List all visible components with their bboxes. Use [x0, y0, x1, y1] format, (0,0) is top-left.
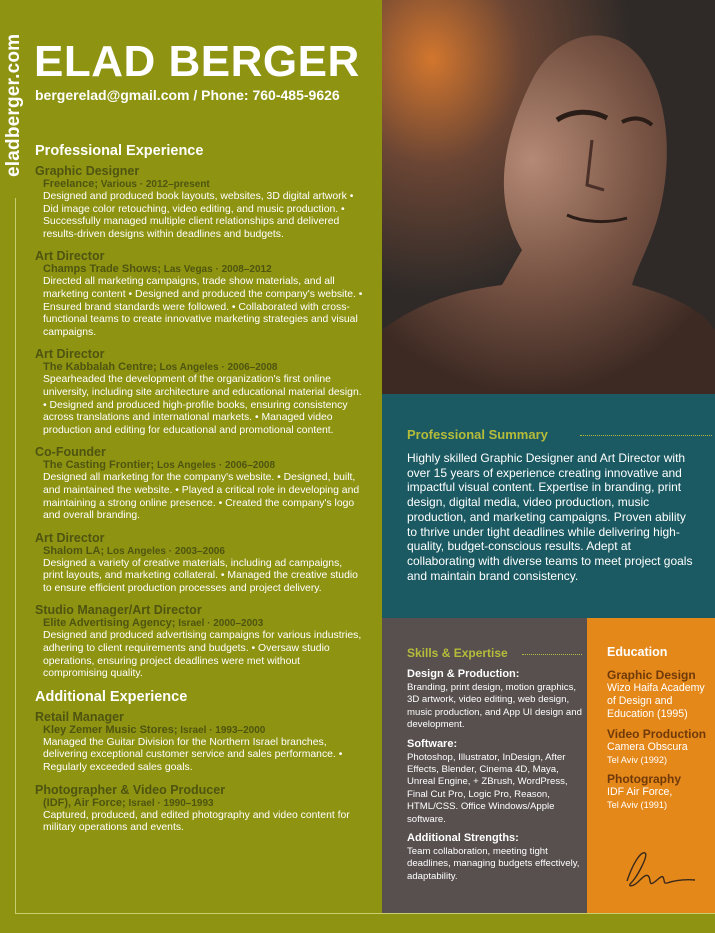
- education-panel: [587, 618, 715, 913]
- education-item-heading: Photography: [607, 772, 681, 786]
- experience-content: [35, 143, 365, 843]
- job-meta: [35, 724, 365, 737]
- job-description: Managed the Guitar Division for the Northern Israel branches, delivering exceptional customer service and sales performance. • Regularly exceeded sales goals.: [43, 736, 343, 774]
- job-description: Directed all marketing campaigns, trade show materials, and all marketing content • Designed and produced the company's website. • Ensured brand standards were followed. • Collaborated with cross-functional teams to create innovative marketing strategies and visual campaigns.: [43, 276, 363, 338]
- job-company: Freelance;: [43, 178, 99, 190]
- job-location-dates: Israel · 1993–2000: [177, 724, 266, 736]
- summary-text: Highly skilled Graphic Designer and Art Director with over 15 years of experience creating innovative and impactful visual content. Expertise in branding, print design, digital media, video production, music production, and marketing campaigns. Proven ability to thrive under tight deadlines while delivering high-quality, budget-conscious results. Adept at collaborating with diverse teams to meet project goals and maintain brand consistency.: [407, 451, 693, 583]
- vertical-rule: [15, 198, 16, 913]
- skill-group-text: Photoshop, Illustrator, InDesign, After Effects, Blender, Cinema 4D, Maya, Unreal Engine, + ZBrush, WordPress, Final Cut Pro, Logic Pro, Reason, HTML/CSS. Office Windows/Apple software.: [407, 751, 568, 825]
- job-meta: [35, 545, 365, 558]
- job-location-dates: Israel · 2000–2003: [175, 618, 264, 630]
- skills-dotted-rule: [522, 654, 582, 655]
- summary-panel: [382, 394, 715, 618]
- job-description: Designed all marketing for the company's website. • Designed, built, and maintained the website. • Played a critical role in developing and maintaining a strong online presence. • Created the company's logo and overall branding.: [43, 472, 360, 522]
- skills-body: [407, 668, 582, 889]
- job-meta: [35, 178, 365, 191]
- job-location-dates: Los Angeles · 2003–2006: [104, 545, 225, 557]
- education-item-primary: IDF Air Force,: [607, 786, 673, 798]
- signature-icon: [619, 843, 699, 893]
- education-item-primary: Wizo Haifa Academy of Design and Education (1995): [607, 682, 705, 720]
- education-item-heading: Graphic Design: [607, 668, 696, 682]
- job-location-dates: Los Angeles · 2006–2008: [154, 460, 276, 472]
- contact-line: [35, 87, 340, 103]
- job-description: Spearheaded the development of the organization's first online university, including site architecture and educational material design. • Designed and produced high-profile books, ensuring consistency across translations and international markets. • Managed video production and editing for educational and promotional content.: [43, 374, 362, 436]
- education-body: [607, 668, 715, 817]
- job-entry: [35, 783, 365, 835]
- job-meta: [35, 459, 365, 472]
- job-entry: [35, 531, 365, 596]
- job-description: Captured, produced, and edited photography and video content for military operations and events.: [43, 809, 350, 834]
- job-entry: [35, 445, 365, 522]
- skills-heading: Skills & Expertise: [407, 646, 508, 660]
- skill-group-heading: Additional Strengths:: [407, 832, 519, 845]
- job-company: Elite Advertising Agency;: [43, 617, 176, 630]
- job-entry: [35, 347, 365, 437]
- job-meta: [35, 617, 365, 630]
- summary-heading: Professional Summary: [407, 427, 548, 442]
- job-title: Retail Manager: [35, 709, 124, 724]
- job-meta: [35, 361, 365, 374]
- job-entry: [35, 710, 365, 775]
- job-meta: [35, 797, 365, 810]
- website-vertical: eladberger.com: [3, 33, 24, 177]
- contact-separator: /: [189, 87, 202, 103]
- horizontal-rule: [15, 913, 715, 914]
- job-company: The Casting Frontier;: [43, 459, 155, 472]
- job-description: Designed a variety of creative materials, including ad campaigns, print layouts, and marketing collateral. • Managed the creative studio to ensure efficient production processes and project delivery.: [43, 557, 358, 594]
- skill-group-heading: Software:: [407, 737, 458, 750]
- additional-experience-heading: Additional Experience: [35, 688, 188, 705]
- job-location-dates: Las Vegas · 2008–2012: [160, 264, 272, 276]
- phone: Phone: 760-485-9626: [201, 87, 340, 103]
- person-name: ELAD BERGER: [34, 37, 360, 86]
- email: bergerelad@gmail.com: [35, 87, 190, 103]
- job-description: Designed and produced advertising campaigns for various industries, adhering to client requirements and budgets. • Oversaw studio operations, ensuring project deadlines were met without compromising quality.: [43, 630, 362, 680]
- portrait-illustration: [382, 0, 715, 394]
- job-company: (IDF), Air Force;: [43, 796, 126, 809]
- job-title: Studio Manager/Art Director: [35, 603, 202, 618]
- portrait-image: [382, 0, 715, 394]
- education-item-heading: Video Production: [607, 727, 707, 741]
- job-title: Art Director: [35, 530, 105, 545]
- job-company: Champs Trade Shows;: [43, 263, 161, 276]
- job-description: Designed and produced book layouts, websites, 3D digital artwork • Did image color retouching, video editing, and music production. • Successfully managed multiple client relationships and delivered results-driven designs within deadlines and budgets.: [43, 191, 354, 240]
- job-company: The Kabbalah Centre;: [43, 361, 157, 374]
- job-title: Photographer & Video Producer: [35, 782, 226, 797]
- education-heading: Education: [607, 645, 668, 659]
- job-location-dates: Various · 2012–present: [98, 179, 210, 190]
- job-title: Graphic Designer: [35, 164, 140, 178]
- job-company: Shalom LA;: [43, 544, 105, 557]
- job-location-dates: Israel · 1990–1993: [125, 797, 214, 809]
- education-item-secondary: Tel Aviv (1991): [607, 800, 668, 810]
- skill-group-text: Team collaboration, meeting tight deadlines, managing budgets effectively, adaptability.: [407, 846, 580, 882]
- job-location-dates: Los Angeles · 2006–2008: [156, 362, 278, 374]
- job-title: Art Director: [35, 249, 105, 264]
- job-company: Kley Zemer Music Stores;: [43, 723, 178, 736]
- skills-panel: [382, 618, 587, 913]
- education-item-secondary: Tel Aviv (1992): [607, 755, 668, 765]
- job-meta: [35, 263, 365, 276]
- skill-group-text: Branding, print design, motion graphics, 3D artwork, video editing, web design, music production, and App UI design and development.: [407, 682, 582, 731]
- job-entry: [35, 249, 365, 339]
- job-entry: [35, 164, 365, 241]
- job-title: Art Director: [35, 347, 105, 362]
- job-entry: [35, 603, 365, 680]
- experience-heading: Professional Experience: [35, 143, 204, 159]
- education-item-primary: Camera Obscura: [607, 741, 688, 753]
- skill-group-heading: Design & Production:: [407, 668, 520, 680]
- job-title: Co-Founder: [35, 445, 106, 460]
- summary-dotted-rule: [580, 435, 712, 436]
